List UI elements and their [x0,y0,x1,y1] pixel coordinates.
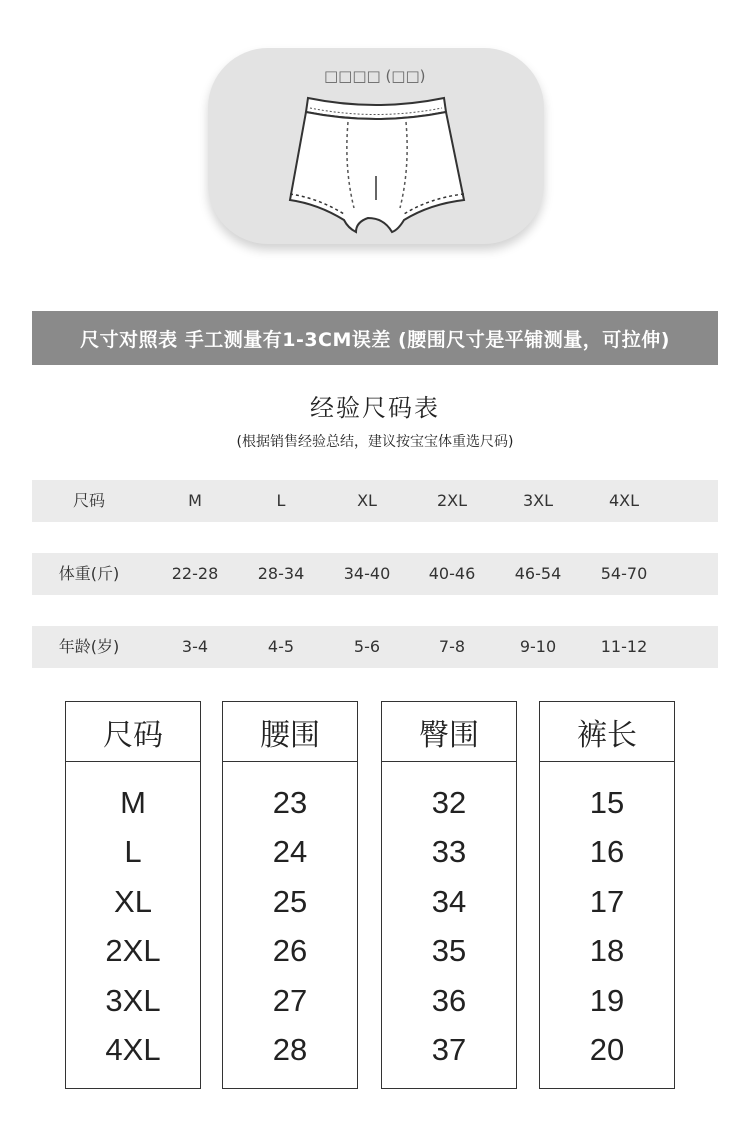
column-cell: 4XL [105,1031,161,1067]
row-cell: 4XL [608,491,640,510]
column-cell: 37 [431,1031,467,1067]
experience-row-age [32,626,718,668]
column-cell: 15 [589,785,625,820]
column-cell: 19 [589,982,625,1018]
measure-column-waist [222,701,358,1089]
row-label: 年龄(岁) [58,637,120,656]
row-label: 尺码 [72,491,105,510]
row-cell: 54-70 [600,564,648,583]
column-cell: L [124,834,142,870]
column-cell: 36 [431,982,467,1018]
column-cell: 23 [272,785,308,820]
row-cell: 4-5 [267,637,295,656]
illustration-label: □□□□ (□□) [324,67,426,85]
measure-column-length [539,701,675,1089]
experience-row-weight [32,553,718,595]
column-cell: 18 [589,933,625,969]
column-cell: 34 [431,883,467,919]
row-cell: 34-40 [343,564,391,583]
experience-chart-title: 经验尺码表 [310,394,440,422]
row-cell: 5-6 [353,637,381,656]
column-header: 臀围 [382,702,516,762]
row-cell: 2XL [436,491,468,510]
column-cell: 25 [272,883,308,919]
column-cell: XL [114,883,152,919]
row-cell: 9-10 [519,637,557,656]
column-header: 裤长 [540,702,674,762]
column-cell: 32 [431,785,467,820]
illustration-card [208,48,544,244]
row-label: 体重(斤) [58,564,120,583]
row-cell: 22-28 [171,564,219,583]
row-cell: XL [357,491,377,510]
row-cell: 11-12 [600,637,648,656]
measure-column-size [65,701,201,1089]
row-cell: 7-8 [438,637,466,656]
column-cell: 28 [272,1031,308,1067]
column-cell: M [120,785,146,820]
row-cell: 3XL [522,491,554,510]
column-cell: 35 [431,933,467,969]
column-header: 尺码 [66,702,200,762]
row-cell: 28-34 [257,564,305,583]
column-cell: 20 [589,1031,625,1067]
experience-chart-subtitle: (根据销售经验总结，建议按宝宝体重选尺码) [236,434,514,450]
row-cell: 46-54 [514,564,562,583]
size-chart-banner: 尺寸对照表 手工测量有1-3CM误差 (腰围尺寸是平铺测量，可拉伸) [32,311,718,365]
column-cell: 24 [272,834,308,870]
column-cell: 27 [272,982,308,1018]
row-cell: 3-4 [181,637,209,656]
column-cell: 3XL [105,982,161,1018]
column-cell: 33 [431,834,467,870]
experience-row-size [32,480,718,522]
column-cell: 2XL [105,933,161,969]
row-cell: M [188,491,202,510]
row-cell: L [276,491,286,510]
column-header: 腰围 [223,702,357,762]
column-cell: 16 [589,834,625,870]
column-cell: 26 [272,933,308,969]
column-cell: 17 [589,883,625,919]
row-cell: 40-46 [428,564,476,583]
measure-column-hip [381,701,517,1089]
boxer-briefs-illustration [208,48,544,244]
